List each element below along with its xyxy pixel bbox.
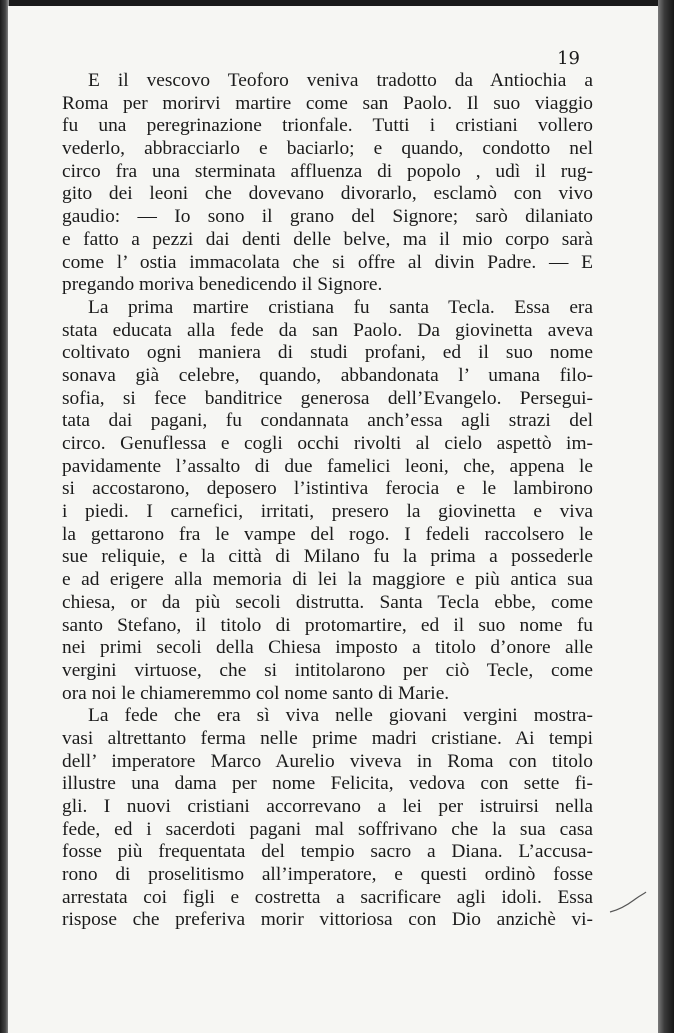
scan-right-edge: [658, 0, 674, 1033]
text-line: tata dai pagani, fu condannata anch’essa agli strazi del: [62, 410, 593, 432]
text-line: fosse più frequentata del tempio sacro a Diana. L’accusa-: [62, 841, 593, 863]
text-line: arrestata coi figli e costretta a sacrificare agli idoli. Essa: [62, 886, 593, 908]
text-line: nei primi secoli della Chiesa imposto a titolo d’onore alle: [62, 637, 593, 659]
text-line: Roma per morirvi martire come san Paolo. Il suo viaggio: [62, 92, 593, 114]
text-line: gito dei leoni che dovevano divorarlo, esclamò con vivo: [62, 183, 593, 205]
text-line: E il vescovo Teoforo veniva tradotto da Antiochia a: [88, 70, 593, 91]
text-line: chiesa, or da più secoli distrutta. Santa Tecla ebbe, come: [62, 591, 593, 613]
text-line: pavidamente l’assalto di due famelici leoni, che, appena le: [62, 455, 593, 477]
text-line: gaudio: — Io sono il grano del Signore; sarò dilaniato: [62, 206, 593, 228]
margin-pencil-mark: [608, 888, 648, 918]
text-line: circo. Genuflessa e cogli occhi rivolti al cielo aspettò im-: [62, 433, 593, 454]
book-page: [8, 6, 658, 1033]
text-line: sue reliquie, e la città di Milano fu la prima a possederle: [62, 546, 593, 568]
text-line: si accostarono, deposero l’istintiva ferocia e le lambirono: [62, 478, 593, 500]
text-line: La fede che era sì viva nelle giovani vergini mostra-: [88, 705, 593, 727]
text-line: sonava già celebre, quando, abbandonata l’ umana filo-: [62, 364, 593, 386]
text-line: come l’ ostia immacolata che si offre al divin Padre. — E: [62, 251, 593, 273]
text-line: pregando moriva benedicendo il Signore.: [62, 274, 383, 296]
text-line: fede, ed i sacerdoti pagani mal soffrivano che la sua casa: [62, 818, 593, 840]
text-line: rispose che preferiva morir vittoriosa con Dio anzichè vi-: [62, 909, 593, 931]
text-line: gli. I nuovi cristiani accorrevano a lei per istruirsi nella: [62, 796, 593, 817]
text-line: vergini virtuose, che si intitolarono per ciò Tecle, come: [62, 659, 593, 681]
text-line: stata educata alla fede da san Paolo. Da giovinetta aveva: [62, 319, 593, 341]
text-line: La prima martire cristiana fu santa Tecla. Essa era: [88, 296, 593, 318]
text-line: i piedi. I carnefici, irritati, presero la giovinetta e viva: [62, 501, 593, 523]
page-number: 19: [557, 48, 580, 69]
text-line: illustre una dama per nome Felicita, vedova con sette fi-: [62, 773, 593, 795]
text-line: ora noi le chiameremmo col nome santo di Marie.: [62, 682, 450, 704]
text-line: santo Stefano, il titolo di protomartire, ed il suo nome fu: [62, 614, 593, 636]
text-line: coltivato ogni maniera di studi profani, ed il suo nome: [62, 342, 593, 364]
text-line: vederlo, abbracciarlo e baciarlo; e quando, condotto nel: [62, 138, 593, 160]
text-line: rono di proselitismo all’imperatore, e questi ordinò fosse: [62, 864, 593, 886]
text-line: vasi altrettanto ferma nelle prime madri cristiane. Ai tempi: [62, 727, 593, 749]
text-line: fu una peregrinazione trionfale. Tutti i cristiani vollero: [62, 115, 593, 137]
body-text: [62, 70, 593, 932]
text-line: e ad erigere alla memoria di lei la maggiore e più antica sua: [62, 569, 593, 591]
text-line: e fatto a pezzi dai denti delle belve, ma il mio corpo sarà: [62, 228, 593, 250]
text-line: dell’ imperatore Marco Aurelio viveva in Roma con titolo: [62, 750, 593, 772]
text-line: circo fra una sterminata affluenza di popolo , udì il rug-: [62, 160, 593, 182]
text-line: sofia, si fece banditrice generosa dell’Evangelo. Persegui-: [62, 387, 593, 409]
text-line: la gettarono fra le vampe del rogo. I fedeli raccolsero le: [62, 523, 593, 545]
